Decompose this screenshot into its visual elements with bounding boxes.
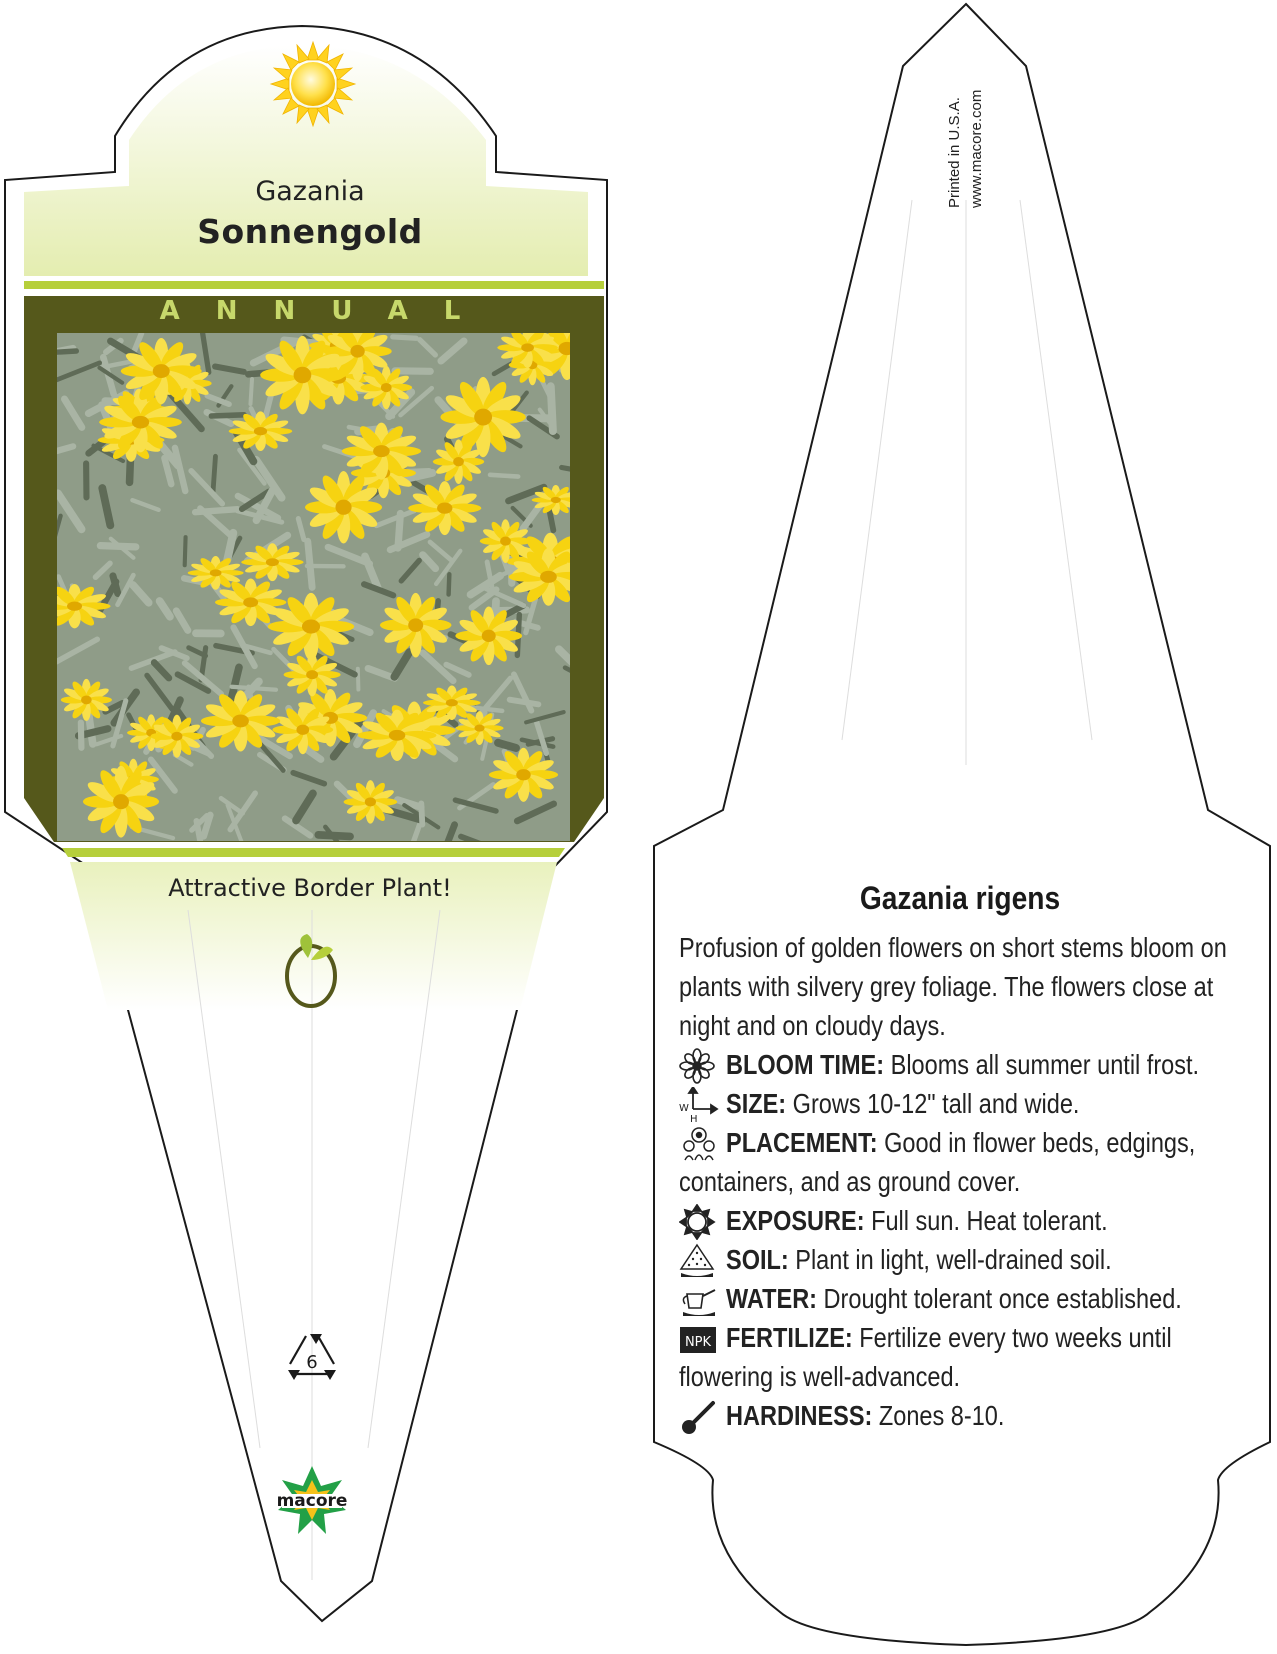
care-size: W H SIZE: Grows 10-12" tall and wide. bbox=[679, 1088, 1080, 1123]
size-icon bbox=[679, 1087, 719, 1123]
sun-icon bbox=[271, 42, 355, 126]
care-fertilize-cont: flowering is well-advanced. bbox=[679, 1361, 961, 1392]
cultivar-name: Sonnengold bbox=[197, 212, 423, 251]
care-placement: PLACEMENT: Good in flower beds, edgings, bbox=[679, 1123, 1239, 1162]
care-placement-cont: containers, and as ground cover. bbox=[679, 1166, 1021, 1197]
care-exposure: EXPOSURE: Full sun. Heat tolerant. bbox=[679, 1201, 1239, 1240]
botanical-name: Gazania rigens bbox=[859, 880, 1061, 916]
lower-bar bbox=[62, 848, 565, 857]
svg-text:NPK: NPK bbox=[684, 1335, 712, 1350]
svg-text:H: H bbox=[690, 1114, 698, 1123]
brand-name: macore bbox=[276, 1491, 348, 1511]
svg-text:W: W bbox=[679, 1103, 689, 1114]
water-icon bbox=[679, 1282, 719, 1318]
tagline: Attractive Border Plant! bbox=[168, 874, 452, 902]
bloom-icon bbox=[679, 1048, 719, 1084]
hardiness-icon bbox=[679, 1399, 719, 1435]
recycle-number: 6 bbox=[306, 1352, 318, 1373]
care-hardiness: HARDINESS: Zones 8-10. bbox=[679, 1396, 1239, 1435]
care-soil: SOIL: Plant in light, well-drained soil. bbox=[679, 1240, 1239, 1279]
website-text: www.macore.com bbox=[968, 89, 985, 208]
soil-icon bbox=[679, 1243, 719, 1279]
printed-in-text: Printed in U.S.A. bbox=[946, 97, 963, 208]
header-bar bbox=[24, 281, 604, 289]
care-fertilize: NPK FERTILIZE: Fertilize every two weeks until bbox=[679, 1318, 1239, 1357]
exposure-icon bbox=[679, 1204, 719, 1240]
fertilize-icon bbox=[679, 1321, 719, 1357]
care-water: WATER: Drought tolerant once established. bbox=[679, 1279, 1239, 1318]
plant-type-label: ANNUAL bbox=[159, 296, 497, 326]
placement-icon bbox=[679, 1126, 719, 1162]
plant-photo bbox=[57, 333, 570, 841]
genus-name: Gazania bbox=[255, 176, 365, 207]
care-bloom-time: BLOOM TIME: Blooms all summer until frost. bbox=[679, 1045, 1239, 1084]
care-info bbox=[679, 928, 1239, 1435]
description: Profusion of golden flowers on short stems bloom on plants with silvery grey foliage. The flowers close at night and on cloudy days. bbox=[679, 932, 1227, 1041]
